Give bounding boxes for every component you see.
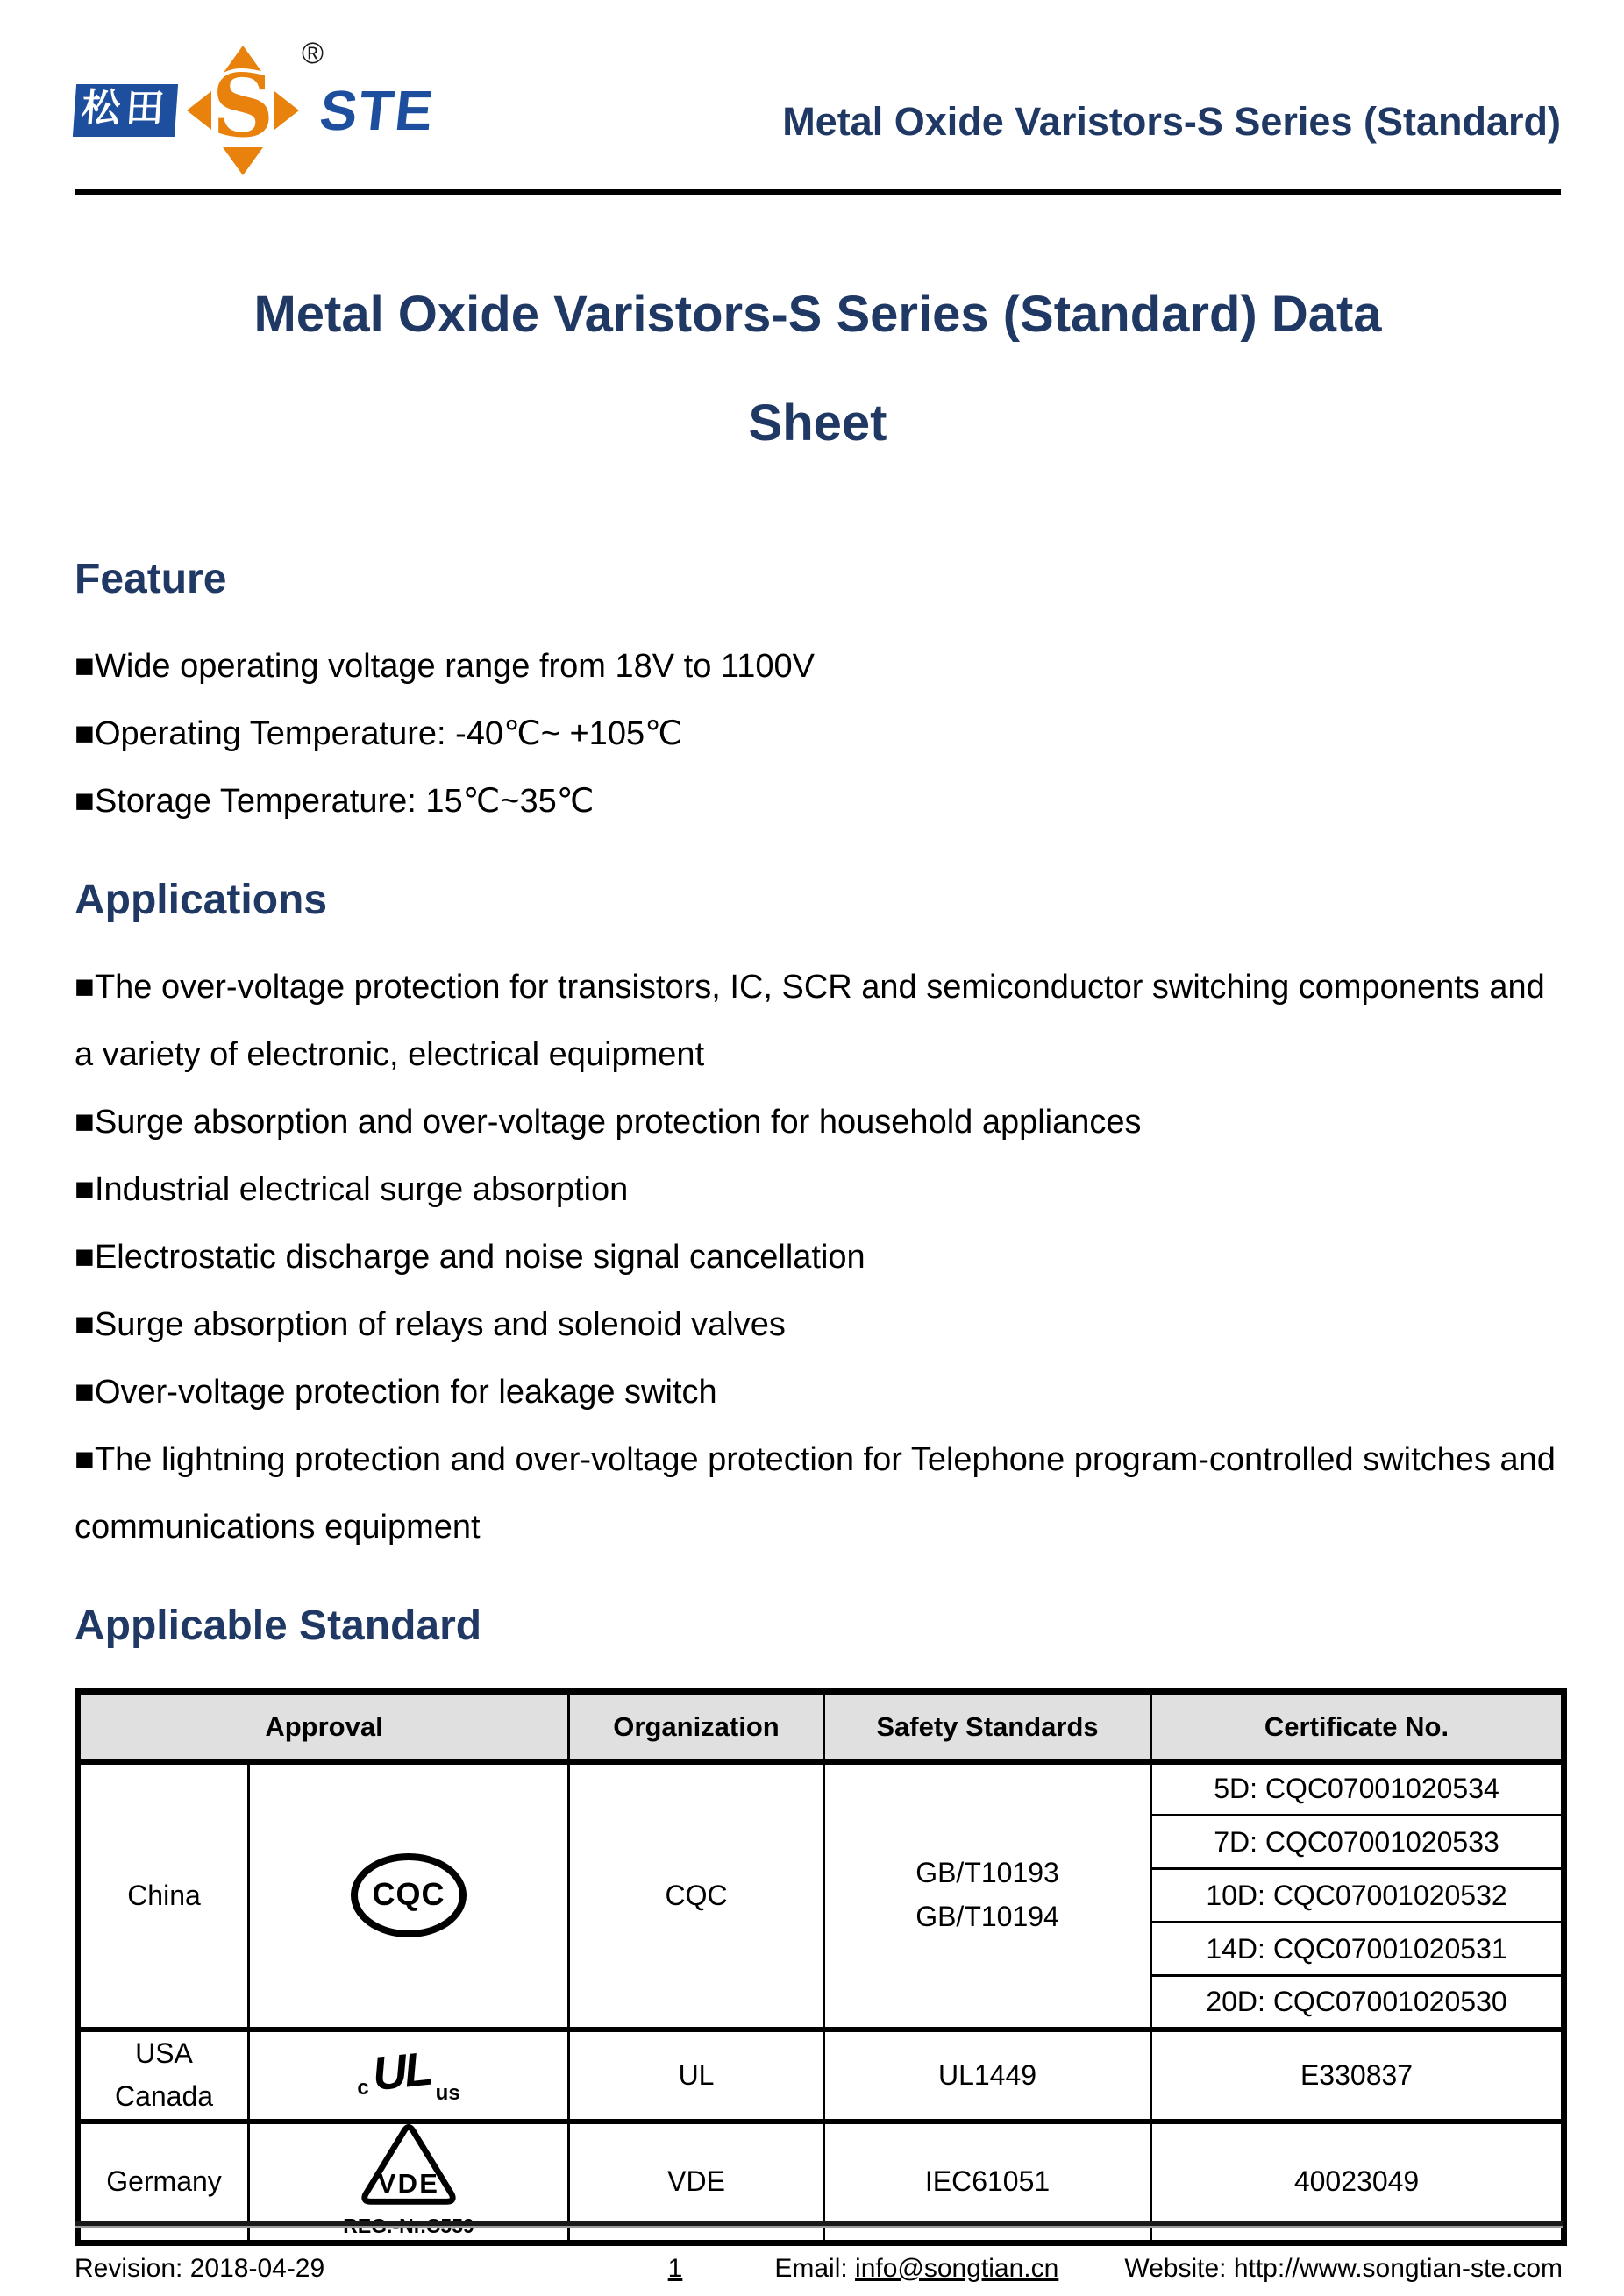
organization-cell-ul: UL <box>569 2029 824 2122</box>
country-line: Canada <box>114 2080 214 2113</box>
cqc-logo-cell <box>249 1762 569 2029</box>
feature-list <box>75 633 1561 835</box>
feature-item: ■Wide operating voltage range from 18V to 1100V <box>75 648 815 685</box>
logo-chinese-text: 松田 <box>73 84 178 137</box>
footer-email <box>774 2254 1058 2284</box>
column-header-safety-standards: Safety Standards <box>824 1692 1151 1762</box>
safety-standards-cell-ul: UL1449 <box>824 2029 1151 2122</box>
column-header-approval: Approval <box>78 1692 569 1762</box>
email-label: Email: <box>774 2254 848 2283</box>
country-line: USA <box>135 2037 193 2069</box>
safety-standard-line: GB/T10193 <box>915 1857 1059 1889</box>
website-url: http://www.songtian-ste.com <box>1233 2254 1563 2283</box>
certificate-cell: 5D: CQC07001020534 <box>1151 1762 1564 1816</box>
ul-logo-c: c <box>357 2076 369 2101</box>
cul-us-logo <box>357 2042 460 2106</box>
certificate-cell: E330837 <box>1151 2029 1564 2122</box>
organization-cell-cqc: CQC <box>569 1762 824 2029</box>
applications-list <box>75 954 1561 1561</box>
applicable-standard-table <box>75 1688 1567 2246</box>
application-item: ■Industrial electrical surge absorption <box>75 1171 629 1208</box>
table-header-row <box>78 1692 1564 1762</box>
country-cell-usa-canada <box>78 2029 249 2122</box>
application-item: ■Surge absorption of relays and solenoid valves <box>75 1306 786 1343</box>
page-footer <box>75 2221 1563 2284</box>
logo-s-letter: S <box>211 55 274 157</box>
table-row-usa-canada <box>78 2029 1564 2122</box>
certificate-cell: 7D: CQC07001020533 <box>1151 1816 1564 1869</box>
logo-ste-text: STE <box>317 79 438 142</box>
safety-standard-line: GB/T10194 <box>915 1901 1059 1932</box>
website-label: Website: <box>1124 2254 1227 2283</box>
company-logo <box>75 37 438 177</box>
applicable-standard-heading: Applicable Standard <box>75 1603 482 1649</box>
applications-heading: Applications <box>75 877 328 923</box>
document-title-line1: Metal Oxide Varistors-S Series (Standard) Data <box>253 286 1382 343</box>
application-item: ■The over-voltage protection for transistors, IC, SCR and semiconductor switching components and a variety of electronic, electrical equipment <box>75 969 1545 1073</box>
ul-logo-us: us <box>435 2081 460 2106</box>
certificate-cell: 14D: CQC07001020531 <box>1151 1923 1564 1976</box>
footer-divider <box>75 2221 1563 2228</box>
header-title: Metal Oxide Varistors-S Series (Standard) <box>782 99 1561 144</box>
logo-s-diamond-mark <box>187 37 324 177</box>
country-cell-germany: Germany <box>78 2122 249 2243</box>
revision-date: Revision: 2018-04-29 <box>75 2254 325 2283</box>
column-header-certificate-no: Certificate No. <box>1151 1692 1564 1762</box>
logo-arrow-right-icon <box>274 91 299 130</box>
application-item: ■The lightning protection and over-voltage protection for Telephone program-controlled switches and communications equipment <box>75 1441 1556 1546</box>
ul-logo-cell <box>249 2029 569 2122</box>
certificate-cell: 20D: CQC07001020530 <box>1151 1976 1564 2029</box>
feature-item: ■Operating Temperature: -40℃~ +105℃ <box>75 715 682 752</box>
feature-item: ■Storage Temperature: 15℃~35℃ <box>75 783 595 820</box>
organization-cell-vde: VDE <box>569 2122 824 2243</box>
document-title <box>75 260 1561 478</box>
page-number: 1 <box>667 2254 683 2283</box>
logo-arrow-left-icon <box>187 91 211 130</box>
country-cell-china: China <box>78 1762 249 2029</box>
application-item: ■Surge absorption and over-voltage protection for household appliances <box>75 1104 1142 1141</box>
page-header <box>75 0 1561 181</box>
certificate-cell: 10D: CQC07001020532 <box>1151 1869 1564 1923</box>
registered-trademark-symbol: ® <box>301 37 324 70</box>
table-row-china <box>78 1762 1564 1816</box>
safety-standards-cell-china <box>824 1762 1151 2029</box>
feature-heading: Feature <box>75 556 227 602</box>
application-item: ■Electrostatic discharge and noise signal cancellation <box>75 1239 865 1276</box>
ul-logo-mark: UL <box>369 2042 433 2101</box>
cqc-logo: CQC <box>351 1853 467 1937</box>
application-item: ■Over-voltage protection for leakage switch <box>75 1374 717 1411</box>
document-title-line2: Sheet <box>748 395 887 451</box>
certificate-cell: 40023049 <box>1151 2122 1564 2243</box>
email-link[interactable]: info@songtian.cn <box>855 2254 1059 2283</box>
footer-website <box>1124 2254 1563 2284</box>
column-header-organization: Organization <box>569 1692 824 1762</box>
safety-standards-cell-vde: IEC61051 <box>824 2122 1151 2243</box>
vde-triangle-icon <box>358 2124 459 2207</box>
vde-logo-text: VDE <box>377 2167 440 2199</box>
header-divider <box>75 189 1561 195</box>
footer-text-row <box>75 2254 1563 2284</box>
